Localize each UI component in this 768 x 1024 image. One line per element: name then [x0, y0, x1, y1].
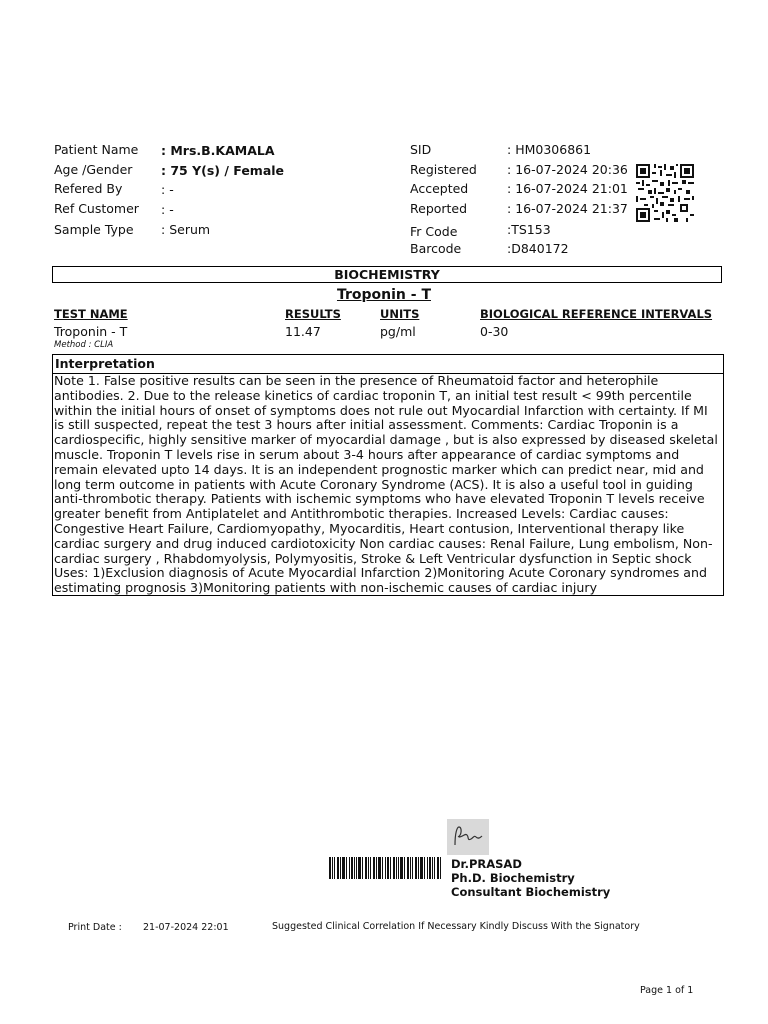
registered-value: : 16-07-2024 20:36	[507, 162, 628, 177]
sid-value: : HM0306861	[507, 142, 592, 157]
signatory-qualification: Ph.D. Biochemistry	[451, 871, 575, 885]
unit-cell: pg/ml	[380, 324, 416, 339]
reported-value: : 16-07-2024 21:37	[507, 201, 628, 216]
barcode-label: Barcode	[410, 241, 462, 256]
refered-by-value: : -	[161, 182, 174, 197]
signatory-name: Dr.PRASAD	[451, 857, 522, 871]
signatory-designation: Consultant Biochemistry	[451, 885, 611, 899]
header-test-name: TEST NAME	[54, 307, 128, 321]
print-date-label: Print Date :	[68, 922, 122, 933]
ref-customer-label: Ref Customer	[54, 201, 139, 216]
method-note: Method : CLIA	[54, 340, 114, 350]
refered-by-label: Refered By	[54, 181, 123, 196]
sample-type-value: : Serum	[161, 222, 211, 237]
barcode-value: :D840172	[507, 241, 569, 256]
header-results: RESULTS	[285, 307, 341, 321]
interpretation-heading: Interpretation	[53, 355, 723, 374]
footer-note: Suggested Clinical Correlation If Necessary Kindly Discuss With the Signatory	[272, 921, 640, 932]
qr-code-icon	[636, 164, 694, 222]
reference-range-cell: 0-30	[480, 324, 509, 339]
section-title: BIOCHEMISTRY	[334, 267, 440, 282]
header-units: UNITS	[380, 307, 420, 321]
accepted-label: Accepted	[410, 181, 469, 196]
patient-name-label: Patient Name	[54, 142, 139, 157]
sample-type-label: Sample Type	[54, 222, 134, 237]
result-cell: 11.47	[285, 324, 321, 339]
test-title: Troponin - T	[336, 287, 431, 303]
test-name-cell: Troponin - T	[54, 324, 128, 339]
patient-name-value: : Mrs.B.KAMALA	[161, 143, 275, 158]
reported-label: Reported	[410, 201, 468, 216]
interpretation-box	[52, 354, 724, 596]
fr-code-label: Fr Code	[410, 224, 458, 239]
fr-code-value: :TS153	[507, 222, 551, 237]
interpretation-text: Note 1. False positive results can be seen in the presence of Rheumatoid factor and heterophile antibodies. 2. Due to the release kinetics of cardiac troponin T, an initial test result < 99th percentile within the initial hours of onset of symptoms does not rule out Myocardial Infarction with certainty. If MI is still suspected, repeat the test 3 hours after initial assessment. Comments: Cardiac Troponin is a cardiospecific, highly sensitive marker of myocardial damage , but is also expressed by diseased skeletal muscle. Troponin T levels rise in serum about 3-4 hours after appearance of cardiac symptoms and remain elevated upto 14 days. It is an independent prognostic marker which can predict near, mid and long term outcome in patients with Acute Coronary Syndrome (ACS). It is also a useful tool in guiding anti-thrombotic therapy. Patients with ischemic symptoms who have elevated Troponin T levels receive greater benefit from Antiplatelet and Antithrombotic therapies. Increased Levels: Cardiac causes: Congestive Heart Failure, Cardiomyopathy, Myocarditis, Heart contusion, Interventional therapy like cardiac surgery and drug induced cardiotoxicity Non cardiac causes: Renal Failure, Lung embolism, Non- cardiac surgery , Rhabdomyolysis, Polymyositis, Stroke & Left Ventricular dysfunction in Septic shock Uses: 1)Exclusion diagnosis of Acute Myocardial Infarction 2)Monitoring Acute Coronary syndromes and estimating prognosis 3)Monitoring patients with non-ischemic causes of cardiac injury	[54, 373, 718, 596]
signature-icon	[447, 819, 489, 855]
barcode-icon	[329, 857, 441, 879]
page-number: Page 1 of 1	[640, 985, 694, 996]
registered-label: Registered	[410, 162, 477, 177]
ref-customer-value: : -	[161, 202, 174, 217]
section-header-box	[52, 266, 722, 283]
age-gender-value: : 75 Y(s) / Female	[161, 163, 285, 178]
accepted-value: : 16-07-2024 21:01	[507, 181, 628, 196]
age-gender-label: Age /Gender	[54, 162, 133, 177]
print-date-value: 21-07-2024 22:01	[143, 922, 229, 933]
sid-label: SID	[410, 142, 432, 157]
header-reference-intervals: BIOLOGICAL REFERENCE INTERVALS	[480, 307, 713, 321]
signature-image	[447, 819, 489, 855]
